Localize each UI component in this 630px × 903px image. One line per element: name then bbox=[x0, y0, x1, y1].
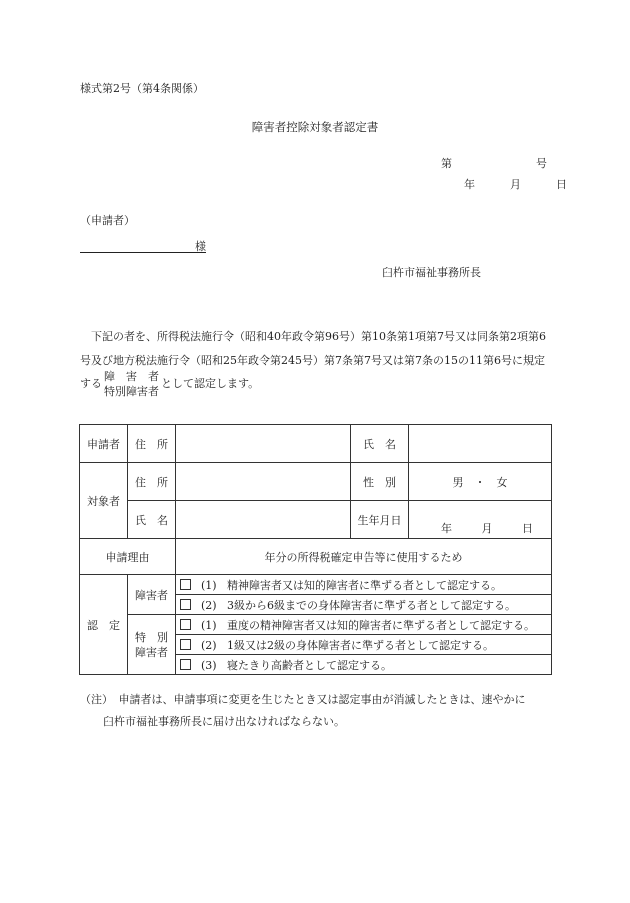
applicant-cell: 申請者 bbox=[80, 425, 128, 463]
addressee-line bbox=[80, 238, 206, 253]
body-paragraph bbox=[80, 325, 555, 373]
applicant-address-field[interactable] bbox=[176, 425, 351, 463]
stack-top: 障 害 者 bbox=[104, 370, 159, 383]
body-line-2: 号及び地方税法施行令（昭和25年政令第245号）第7条第7号又は第7条の15の11第6号に規定 bbox=[80, 354, 545, 367]
application-table bbox=[79, 424, 552, 675]
day-label: 日 bbox=[556, 178, 567, 191]
number-suffix: 号 bbox=[536, 157, 547, 170]
special-top: 特 別 bbox=[135, 630, 168, 644]
gender-label: 性 別 bbox=[351, 463, 409, 501]
option-number: (2) bbox=[201, 638, 217, 652]
birth-day-label: 日 bbox=[522, 522, 533, 535]
document-title: 障害者控除対象者認定書 bbox=[251, 120, 379, 134]
addressee-suffix: 様 bbox=[195, 240, 206, 253]
checkbox[interactable] bbox=[180, 579, 191, 590]
applicant-name-field[interactable] bbox=[409, 425, 552, 463]
birth-month-label: 月 bbox=[481, 522, 493, 535]
option-number: (3) bbox=[201, 658, 217, 672]
applicant-label: （申請者） bbox=[80, 214, 135, 227]
checkbox[interactable] bbox=[180, 639, 191, 650]
stack-bottom: 特別障害者 bbox=[104, 385, 159, 398]
option-row[interactable] bbox=[176, 655, 552, 675]
checkbox[interactable] bbox=[180, 659, 191, 670]
option-number: (2) bbox=[201, 598, 217, 612]
target-address-label: 住 所 bbox=[128, 463, 176, 501]
target-address-field[interactable] bbox=[176, 463, 351, 501]
target-cell: 対象者 bbox=[80, 463, 128, 539]
issuer: 臼杵市福祉事務所長 bbox=[382, 266, 481, 279]
target-name-label: 氏 名 bbox=[128, 501, 176, 539]
year-label: 年 bbox=[464, 178, 475, 191]
reason-value: 年分の所得税確定申告等に使用するため bbox=[176, 539, 552, 575]
applicant-name-label: 氏 名 bbox=[351, 425, 409, 463]
option-number: (1) bbox=[201, 618, 217, 632]
option-row[interactable] bbox=[176, 615, 552, 635]
checkbox[interactable] bbox=[180, 619, 191, 630]
birthdate-label: 生年月日 bbox=[351, 501, 409, 539]
option-row[interactable] bbox=[176, 575, 552, 595]
footnote-line-2: 臼杵市福祉事務所長に届け出なければならない。 bbox=[103, 715, 345, 728]
body-line-3 bbox=[80, 369, 259, 399]
special-bottom: 障害者 bbox=[135, 645, 168, 659]
month-label: 月 bbox=[510, 178, 521, 191]
option-text: 3級から6級までの身体障害者に準ずる者として認定する。 bbox=[227, 598, 516, 612]
option-number: (1) bbox=[201, 578, 217, 592]
footnote-line-1: （注） 申請者は、申請事項に変更を生じたとき又は認定事由が消滅したときは、速やかに bbox=[80, 693, 526, 706]
birth-year-label: 年 bbox=[441, 522, 452, 535]
option-text: 1級又は2級の身体障害者に準ずる者として認定する。 bbox=[227, 638, 494, 652]
issue-date bbox=[464, 176, 567, 192]
certify-label: 認 定 bbox=[80, 575, 128, 675]
body-line-1: 下記の者を、所得税法施行令（昭和40年政令第96号）第10条第1項第7号又は同条第2項第6 bbox=[91, 330, 546, 343]
target-name-field[interactable] bbox=[176, 501, 351, 539]
gender-options[interactable]: 男 ・ 女 bbox=[409, 463, 552, 501]
footnote bbox=[80, 689, 550, 733]
number-prefix: 第 bbox=[441, 157, 452, 170]
option-text: 精神障害者又は知的障害者に準ずる者として認定する。 bbox=[227, 578, 502, 592]
form-number: 様式第2号（第4条関係） bbox=[80, 82, 204, 95]
checkbox[interactable] bbox=[180, 599, 191, 610]
special-disabled-label bbox=[128, 615, 176, 675]
applicant-address-label: 住 所 bbox=[128, 425, 176, 463]
birthdate-field[interactable] bbox=[409, 501, 552, 539]
option-text: 重度の精神障害者又は知的障害者に準ずる者として認定する。 bbox=[227, 618, 535, 632]
disabled-label: 障害者 bbox=[128, 575, 176, 615]
option-row[interactable] bbox=[176, 595, 552, 615]
reason-label: 申請理由 bbox=[80, 539, 176, 575]
type-stack bbox=[104, 369, 159, 399]
option-row[interactable] bbox=[176, 635, 552, 655]
body-line3-prefix: する bbox=[80, 377, 102, 390]
option-text: 寝たきり高齢者として認定する。 bbox=[227, 658, 392, 672]
body-line3-suffix: として認定します。 bbox=[161, 377, 260, 390]
